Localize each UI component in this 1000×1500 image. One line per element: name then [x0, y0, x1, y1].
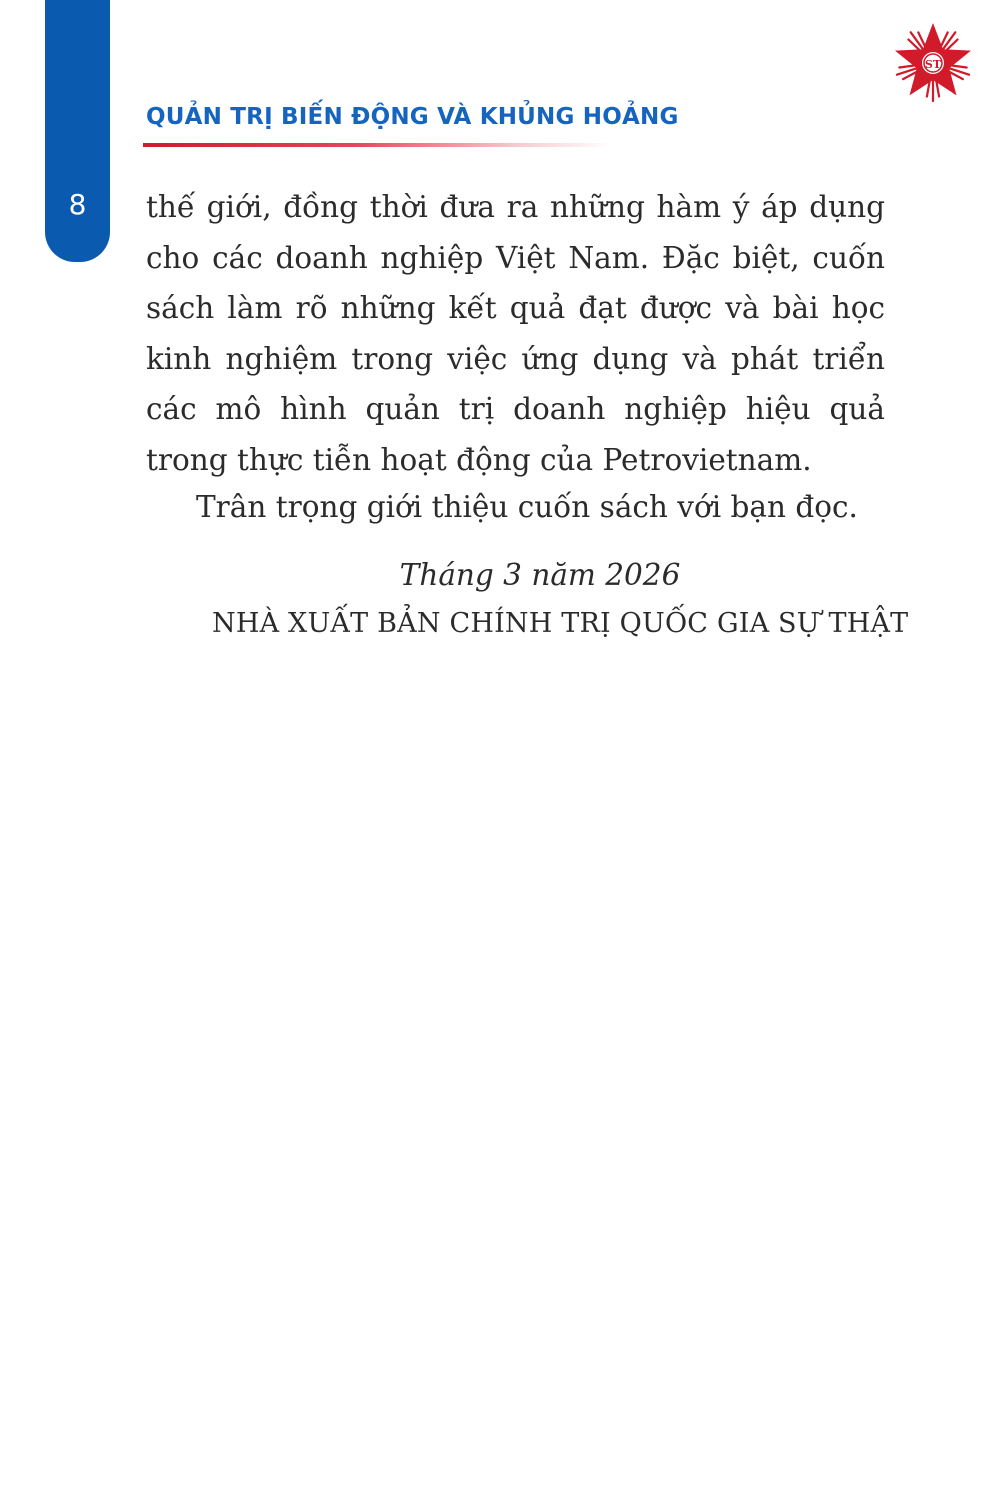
page-number-tab	[45, 0, 110, 262]
logo-monogram: ST	[924, 58, 942, 71]
star-logo-icon	[890, 18, 976, 104]
page-number: 8	[68, 188, 87, 221]
signature-publisher: NHÀ XUẤT BẢN CHÍNH TRỊ QUỐC GIA SỰ THẬT	[212, 608, 909, 639]
running-header-title: QUẢN TRỊ BIẾN ĐỘNG VÀ KHỦNG HOẢNG	[146, 104, 679, 130]
body-paragraph: thế giới, đồng thời đưa ra những hàm ý áp dụng cho các doanh nghiệp Việt Nam. Đặc biệt, cuốn sách làm rõ những kết quả đạt được và bài học kinh nghiệm trong việc ứng dụng và phát triển các mô hình quản trị doanh nghiệp hiệu quả trong thực tiễn hoạt động của Petrovietnam.	[146, 190, 885, 477]
signature-date: Tháng 3 năm 2026	[399, 558, 681, 592]
introduction-line: Trân trọng giới thiệu cuốn sách với bạn đọc.	[196, 490, 858, 524]
header-divider	[143, 143, 613, 147]
